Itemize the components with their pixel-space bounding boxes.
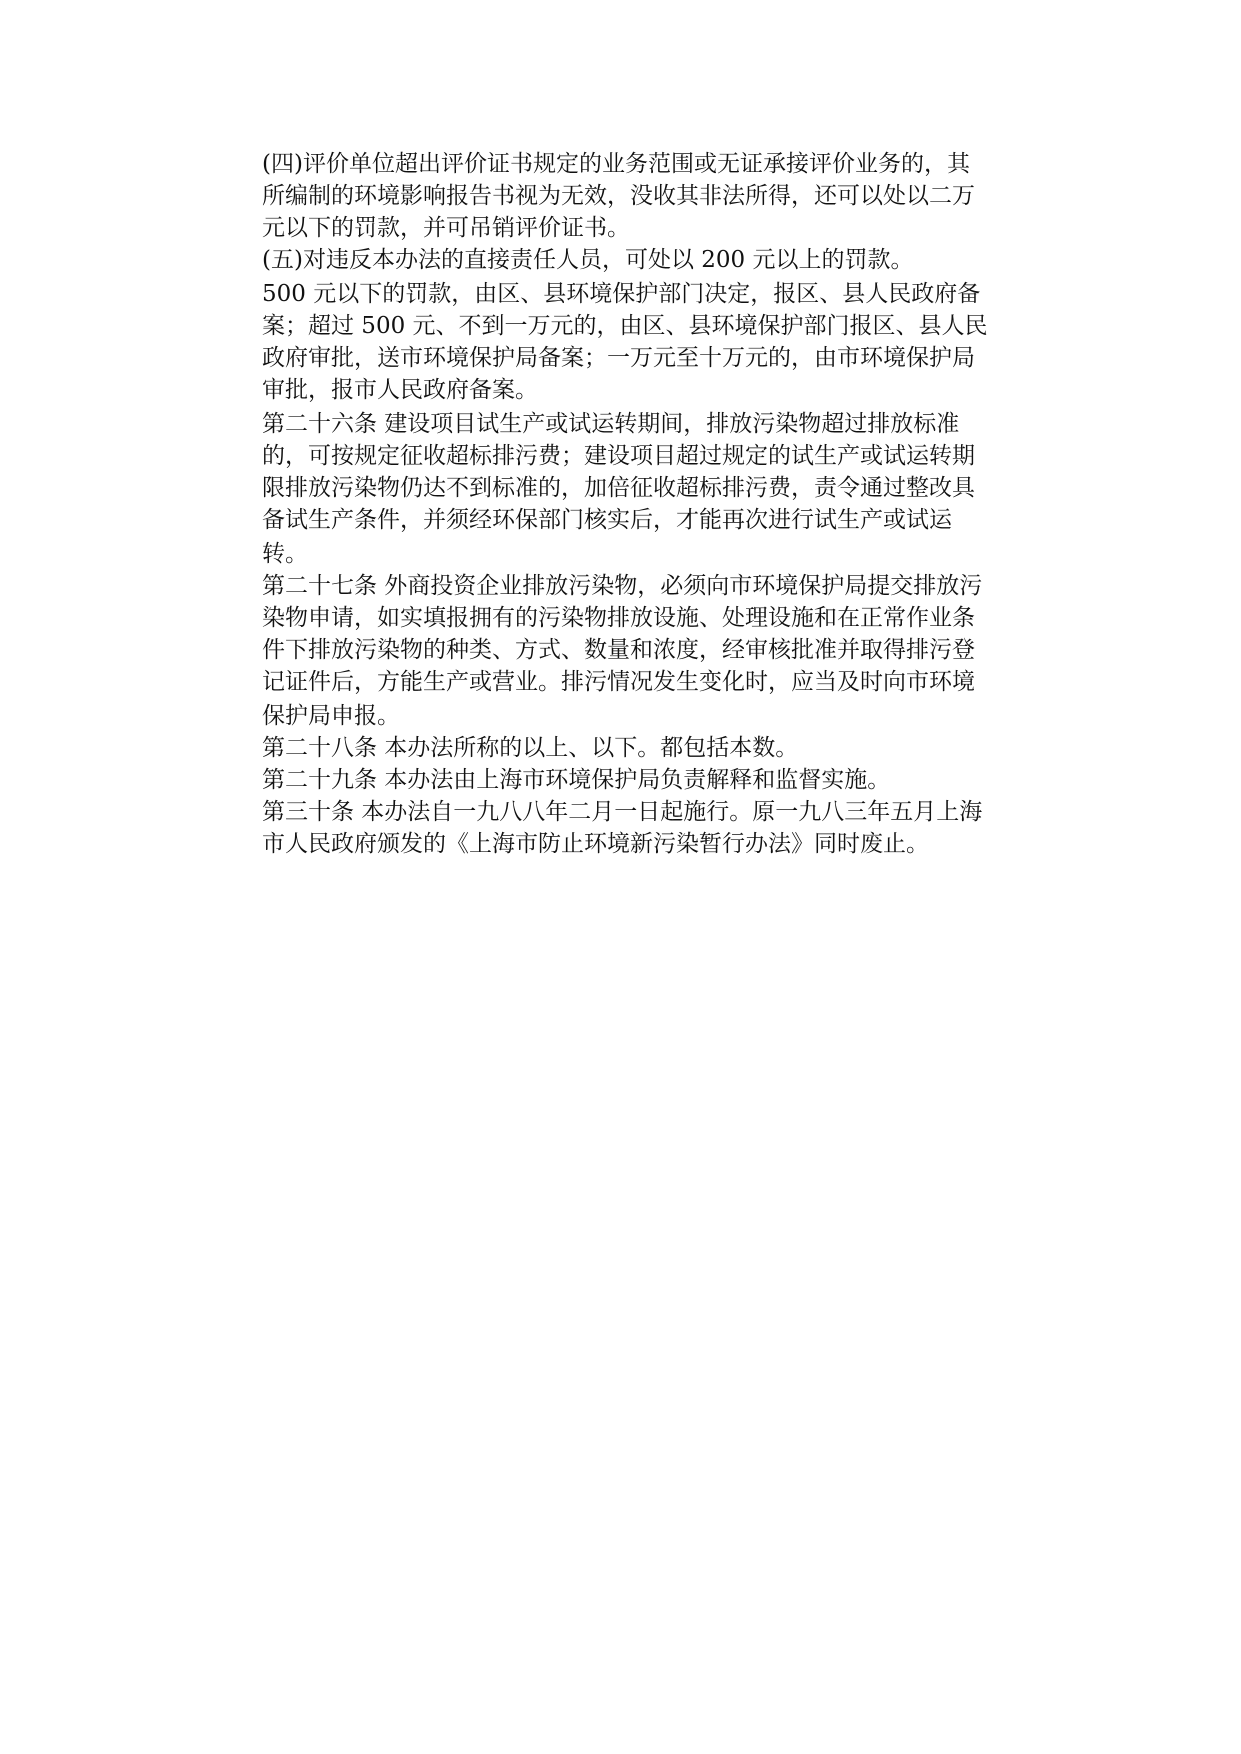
text-line: 所编制的环境影响报告书视为无效，没收其非法所得，还可以处以二万 [262, 183, 975, 209]
text-line: 记证件后，方能生产或营业。排污情况发生变化时，应当及时向市环境 [262, 669, 975, 695]
text-line: 审批，报市人民政府备案。 [262, 377, 538, 403]
text-line: 备试生产条件，并须经环保部门核实后，才能再次进行试生产或试运 [262, 507, 952, 533]
text-line: (五)对违反本办法的直接责任人员，可处以 200 元以上的罚款。 [262, 247, 914, 273]
text-line: 第三十条 本办法自一九八八年二月一日起施行。原一九八三年五月上海 [262, 799, 983, 825]
text-line: 限排放污染物仍达不到标准的，加倍征收超标排污费，责令通过整改具 [262, 475, 975, 501]
text-line: 的，可按规定征收超标排污费；建设项目超过规定的试生产或试运转期 [262, 443, 975, 469]
text-line: 第二十九条 本办法由上海市环境保护局负责解释和监督实施。 [262, 767, 891, 793]
text-line: 件下排放污染物的种类、方式、数量和浓度，经审核批准并取得排污登 [262, 637, 975, 663]
text-line: 转。 [262, 541, 308, 567]
text-line: 案；超过 500 元、不到一万元的，由区、县环境保护部门报区、县人民 [262, 313, 988, 339]
text-line: 染物申请，如实填报拥有的污染物排放设施、处理设施和在正常作业条 [262, 605, 975, 631]
text-line: 第二十七条 外商投资企业排放污染物，必须向市环境保护局提交排放污 [262, 573, 983, 599]
text-line: 第二十六条 建设项目试生产或试运转期间，排放污染物超过排放标准 [262, 411, 960, 437]
text-line: 500 元以下的罚款，由区、县环境保护部门决定，报区、县人民政府备 [262, 281, 981, 307]
text-line: 保护局申报。 [262, 703, 400, 729]
text-line: 政府审批，送市环境保护局备案；一万元至十万元的，由市环境保护局 [262, 345, 975, 371]
text-line: 市人民政府颁发的《上海市防止环境新污染暂行办法》同时废止。 [262, 831, 929, 857]
text-line: 元以下的罚款，并可吊销评价证书。 [262, 215, 630, 241]
text-line: (四)评价单位超出评价证书规定的业务范围或无证承接评价业务的，其 [262, 151, 970, 177]
text-line: 第二十八条 本办法所称的以上、以下。都包括本数。 [262, 735, 799, 761]
